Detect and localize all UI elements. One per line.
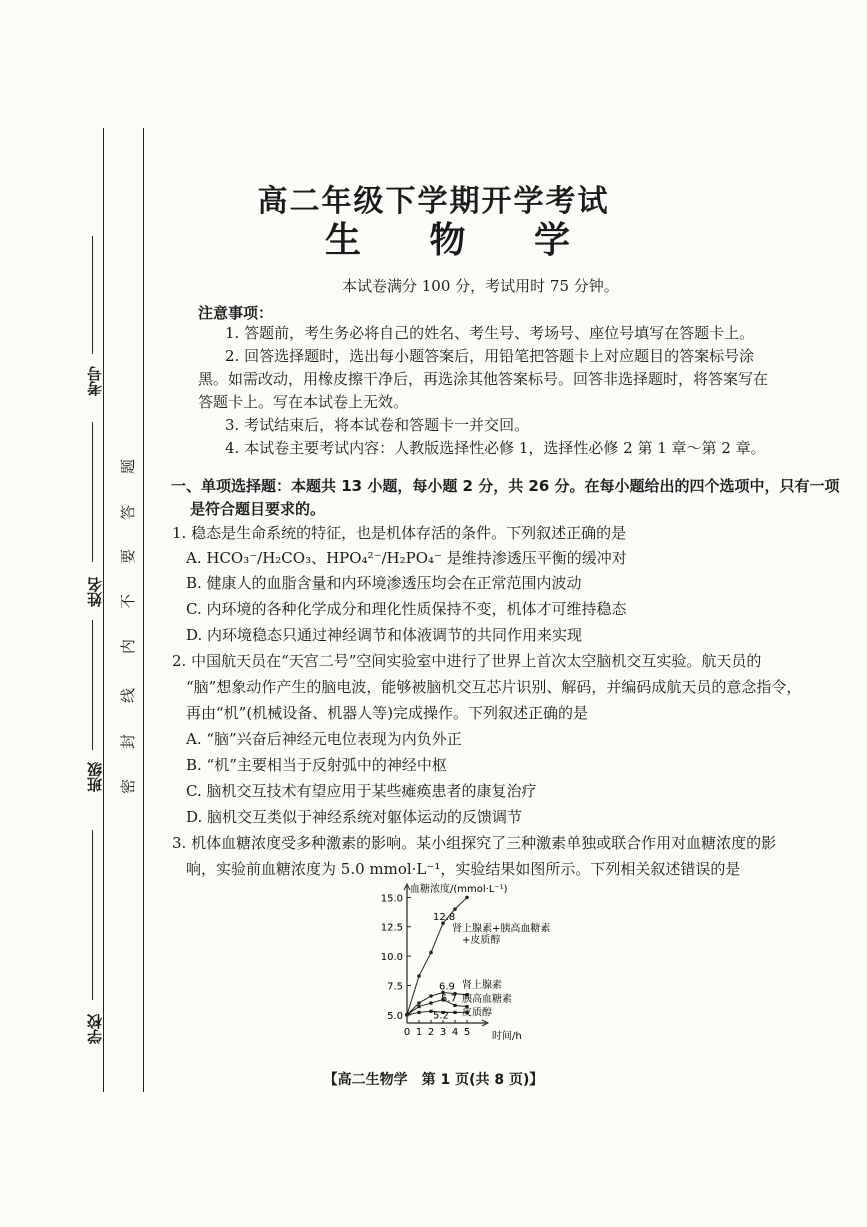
- name-blank[interactable]: [92, 422, 93, 562]
- label-class: 班级: [86, 762, 104, 792]
- page-footer: 【高二生物学 第 1 页(共 8 页)】: [323, 1072, 544, 1088]
- q2-option-d[interactable]: D. 脑机交互类似于神经系统对躯体运动的反馈调节: [186, 808, 523, 826]
- notice-line: 3. 考试结束后，将本试卷和答题卡一并交回。: [225, 416, 530, 434]
- seal-char: 内: [119, 638, 138, 655]
- q2-stem: “脑”想象动作产生的脑电波，能够被脑机交互芯片识别、解码，并编码成航天员的意念指令，: [186, 678, 802, 696]
- seal-char: 密: [119, 778, 138, 795]
- q1-option-b[interactable]: B. 健康人的血脂含量和内环境渗透压均会在正常范围内波动: [186, 574, 582, 592]
- y-tick-label: 10.0: [380, 952, 403, 964]
- label-school: 学校: [86, 1014, 104, 1044]
- y-tick-label: 7.5: [387, 981, 403, 993]
- x-axis-label: 时间/h: [492, 1031, 522, 1042]
- series-label: 胰高血糖素: [462, 993, 512, 1005]
- data-point: [405, 1013, 408, 1016]
- notice-line: 1. 答题前，考生务必将自己的姓名、考生号、考场号、座位号填写在答题卡上。: [225, 324, 755, 342]
- series-label: 皮质醇: [462, 1007, 492, 1019]
- seal-char: 要: [119, 548, 138, 565]
- q2-stem: 2. 中国航天员在“天宫二号”空间实验室中进行了世界上首次太空脑机交互实验。航天员的: [172, 652, 762, 670]
- section-heading: 是符合题目要求的。: [190, 500, 326, 518]
- data-point: [417, 974, 421, 978]
- y-tick-label: 15.0: [380, 893, 403, 905]
- q1-option-d[interactable]: D. 内环境稳态只通过神经调节和体液调节的共同作用来实现: [186, 626, 583, 644]
- data-label: 12.8: [433, 912, 456, 924]
- data-point: [453, 907, 457, 911]
- q3-stem: 3. 机体血糖浓度受多种激素的影响。某小组探究了三种激素单独或联合作用对血糖浓度的影: [172, 834, 777, 852]
- data-label: 6.9: [439, 981, 455, 993]
- x-tick-label: 2: [427, 1027, 435, 1038]
- data-label: 5.2: [433, 1010, 449, 1022]
- data-point: [453, 1011, 456, 1014]
- notice-heading: 注意事项：: [198, 304, 274, 322]
- q2-option-a[interactable]: A. “脑”兴奋后神经元电位表现为内负外正: [186, 730, 462, 748]
- x-tick-label: 1: [415, 1027, 423, 1038]
- seal-char: 不: [119, 593, 138, 610]
- q2-option-b[interactable]: B. “机”主要相当于反射弧中的神经中枢: [186, 756, 447, 774]
- seal-char: 线: [119, 687, 138, 704]
- y-tick-label: 12.5: [380, 922, 403, 934]
- data-point: [417, 1011, 420, 1014]
- exam-info: 本试卷满分 100 分，考试用时 75 分钟。: [342, 277, 619, 295]
- data-point: [429, 1001, 432, 1004]
- section-heading: 一、单项选择题：本题共 13 小题，每小题 2 分，共 26 分。在每小题给出的四个选项中，只有一项: [171, 477, 840, 495]
- q1-option-c[interactable]: C. 内环境的各种化学成分和理化性质保持不变，机体才可维持稳态: [186, 600, 627, 618]
- notice-line: 4. 本试卷主要考试内容：人教版选择性必修 1，选择性必修 2 第 1 章～第 2 章。: [225, 439, 766, 457]
- x-tick-label: 0: [403, 1027, 411, 1038]
- x-tick-label: 3: [439, 1027, 447, 1038]
- q3-stem: 响，实验前血糖浓度为 5.0 mmol·L⁻¹，实验结果如图所示。下列相关叙述错误的是: [186, 860, 741, 878]
- data-point: [417, 1001, 421, 1005]
- data-point: [465, 896, 469, 900]
- y-tick-label: 5.0: [387, 1010, 403, 1022]
- binding-line-right: [143, 128, 144, 1092]
- y-axis-label: 血糖浓度/(mmol·L⁻¹): [410, 884, 508, 895]
- class-blank[interactable]: [92, 620, 93, 750]
- series-label: 肾上腺素: [462, 979, 502, 991]
- q2-option-c[interactable]: C. 脑机交互技术有望应用于某些瘫痪患者的康复治疗: [186, 782, 537, 800]
- q2-stem: 再由“机”(机械设备、机器人等)完成操作。下列叙述正确的是: [186, 704, 589, 722]
- series-label: +皮质醇: [462, 935, 501, 947]
- data-point: [417, 1005, 420, 1008]
- x-tick-label: 4: [451, 1027, 459, 1038]
- data-label: 5.7: [441, 993, 457, 1005]
- seal-char: 封: [119, 733, 138, 750]
- q1-stem: 1. 稳态是生命系统的特征，也是机体存活的条件。下列叙述正确的是: [172, 524, 627, 542]
- school-blank[interactable]: [92, 830, 93, 1000]
- seal-char: 答: [119, 504, 138, 521]
- label-exam-number: 考号: [86, 366, 104, 396]
- q1-option-a[interactable]: A. HCO₃⁻/H₂CO₃、HPO₄²⁻/H₂PO₄⁻ 是维持渗透压平衡的缓冲对: [186, 549, 627, 567]
- label-name: 姓名: [86, 577, 104, 607]
- data-point: [429, 951, 433, 955]
- subject-title: 生 物 学: [324, 220, 599, 261]
- exam-title: 高二年级下学期开学考试: [257, 184, 610, 219]
- binding-line-left: [103, 128, 104, 1092]
- x-tick-label: 5: [463, 1027, 471, 1038]
- series-label: 肾上腺素+胰高血糖素: [452, 923, 551, 935]
- notice-line: 2. 回答选择题时，选出每小题答案后，用铅笔把答题卡上对应题目的答案标号涂: [225, 347, 755, 365]
- notice-line: 黑。如需改动，用橡皮擦干净后，再选涂其他答案标号。回答非选择题时，将答案写在: [198, 370, 769, 388]
- blood-glucose-chart: [360, 880, 590, 1045]
- seal-char: 题: [119, 458, 138, 475]
- notice-line: 答题卡上。写在本试卷上无效。: [198, 393, 409, 411]
- data-point: [429, 994, 433, 998]
